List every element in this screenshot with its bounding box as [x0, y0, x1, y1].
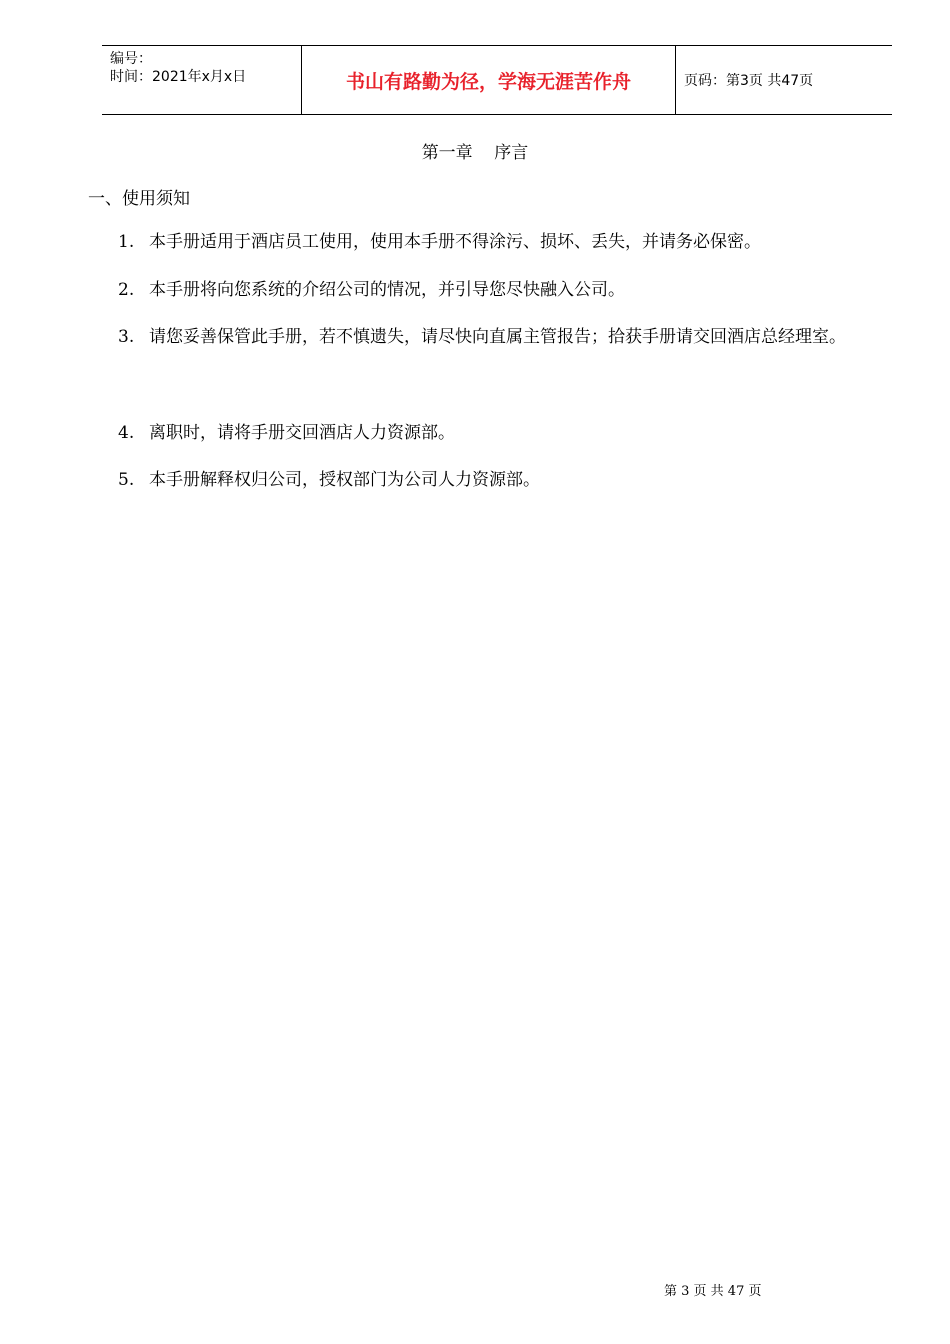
list-item	[118, 456, 918, 504]
list-item	[118, 218, 918, 266]
page-header	[102, 45, 892, 115]
list-item-number: 1.	[118, 232, 135, 252]
header-meta	[102, 46, 302, 114]
page-footer: 第 3 页 共 47 页	[664, 1284, 762, 1299]
list-item	[118, 409, 918, 457]
header-page-code: 页码：第3页 共47页	[684, 73, 814, 89]
list-item-number: 4.	[118, 423, 135, 443]
list-item-text: 本手册将向您系统的介绍公司的情况，并引导您尽快融入公司。	[149, 280, 625, 300]
section-title: 一、使用须知	[88, 189, 190, 209]
list-item-number: 5.	[118, 470, 135, 490]
list-item-text: 本手册解释权归公司，授权部门为公司人力资源部。	[149, 470, 540, 490]
list-item-text: 本手册适用于酒店员工使用，使用本手册不得涂污、损坏、丢失，并请务必保密。	[149, 232, 761, 252]
list-item	[118, 266, 918, 314]
list-item-number: 2.	[118, 280, 135, 300]
number-label: 编号：	[110, 51, 152, 67]
list-item-number: 3.	[118, 327, 135, 347]
header-motto: 书山有路勤为径，学海无涯苦作舟	[302, 46, 676, 114]
list-item	[118, 313, 918, 361]
list-item-text: 请您妥善保管此手册，若不慎遗失，请尽快向直属主管报告；拾获手册请交回酒店总经理室。	[149, 327, 846, 347]
list-item-text: 离职时，请将手册交回酒店人力资源部。	[149, 423, 455, 443]
time-label: 时间：2021年x月x日	[110, 69, 247, 85]
chapter-title: 第一章 序言	[421, 143, 529, 163]
